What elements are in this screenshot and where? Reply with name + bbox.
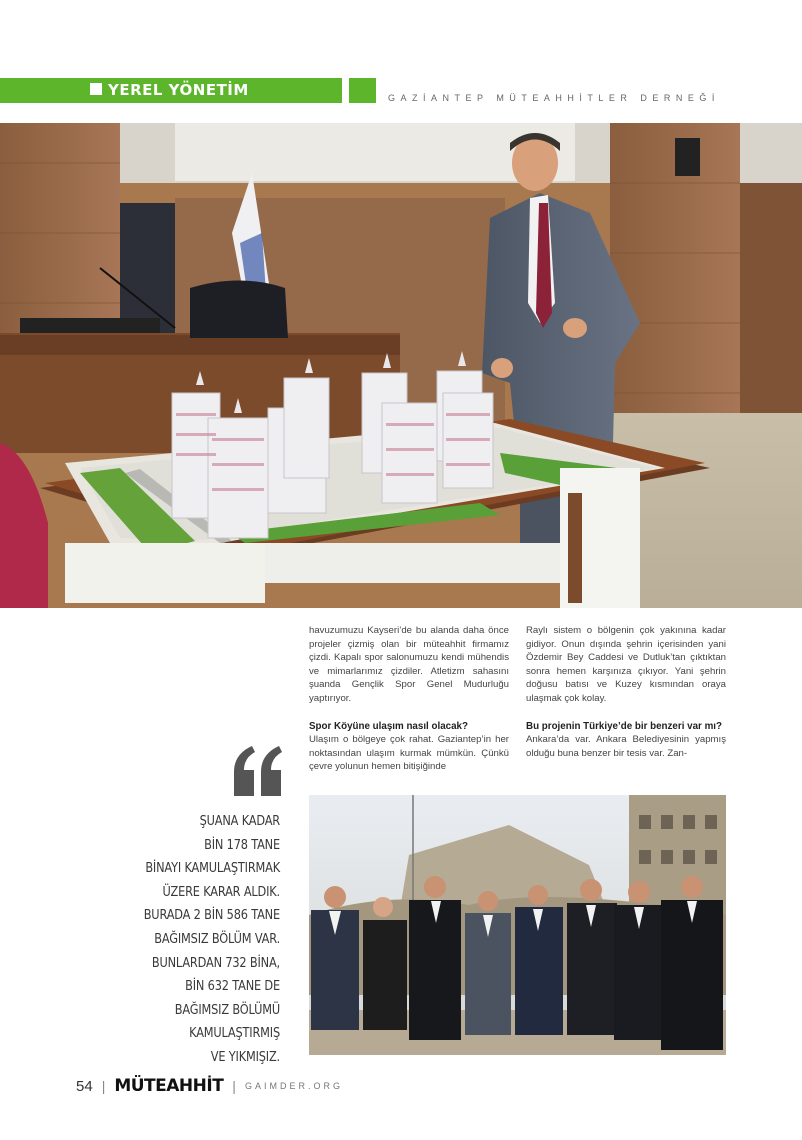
pull-quote-line: BİNAYI KAMULAŞTIRMAK <box>145 861 280 877</box>
article-paragraph: Ulaşım o bölgeye çok rahat. Gaziantep’in her noktasından ulaşım kurmak mümkün. Çünkü çevre yolunun hemen bitişiğinde <box>309 734 509 773</box>
pull-quote-line: VE YIKMIŞIZ. <box>210 1049 280 1065</box>
pull-quote-line: BUNLARDAN 732 BİNA, <box>151 955 280 971</box>
pull-quote-line: ÜZERE KARAR ALDIK. <box>162 884 280 900</box>
footer-separator: | <box>101 1078 106 1094</box>
main-photo-city-model <box>0 123 802 608</box>
pull-quote-line: BURADA 2 BİN 586 TANE <box>143 908 280 924</box>
page-footer <box>76 1076 343 1096</box>
article-paragraph: Ankara’da var. Ankara Belediyesinin yapmış olduğu buna benzer bir tesis var. Zan- <box>526 734 726 759</box>
pull-quote-line: BİN 632 TANE DE <box>185 979 280 995</box>
quote-mark-icon <box>232 740 284 800</box>
section-title: YEREL YÖNETİM <box>108 81 249 99</box>
section-square-icon <box>90 83 102 95</box>
footer-separator: | <box>232 1078 236 1094</box>
officials-group-photo <box>309 795 726 1055</box>
pull-quote-line: BİN 178 TANE <box>204 837 280 853</box>
magazine-logo: MÜTEAHHİT <box>114 1076 224 1096</box>
header-accent-block <box>349 78 376 103</box>
article-column-1 <box>309 624 509 774</box>
article-paragraph: Raylı sistem o bölgenin çok yakınına kadar gidiyor. Onun dışında şehrin içerisinden yani Özdemir Bey Caddesi ve Dutluk’tan çıktıktan sonra hemen karşınıza çıkıyor. Yani şehrin doğusu batısı ve Kuzey kısmından oraya ulaşmak çok kolay. <box>526 625 726 704</box>
page-number: 54 <box>76 1077 93 1095</box>
article-column-2 <box>526 624 726 760</box>
pull-quote-line: KAMULAŞTIRMIŞ <box>189 1026 280 1042</box>
association-name: GAZİANTEP MÜTEAHHİTLER DERNEĞİ <box>388 93 720 103</box>
pull-quote-line: BAĞIMSIZ BÖLÜM VAR. <box>154 931 280 947</box>
pull-quote-line: BAĞIMSIZ BÖLÜMÜ <box>174 1002 280 1018</box>
article-paragraph: havuzumuzu Kayseri’de bu alanda daha önce projeler çizmiş olan bir müteahhit firmamız çizdi. Kapalı spor salonumuzu kendi mühendis ve mimarlarımız çizdiler. Atletizm sahasını şuanda Gençlik Spor Genel Mudurluğu yaptırıyor. <box>309 625 509 704</box>
interview-question: Bu projenin Türkiye’de bir benzeri var mı? <box>526 720 722 732</box>
website-url[interactable]: GAIMDER.ORG <box>244 1081 343 1091</box>
interview-question: Spor Köyüne ulaşım nasıl olacak? <box>309 720 468 732</box>
pull-quote <box>134 810 280 1070</box>
pull-quote-line: ŞUANA KADAR <box>199 814 280 829</box>
